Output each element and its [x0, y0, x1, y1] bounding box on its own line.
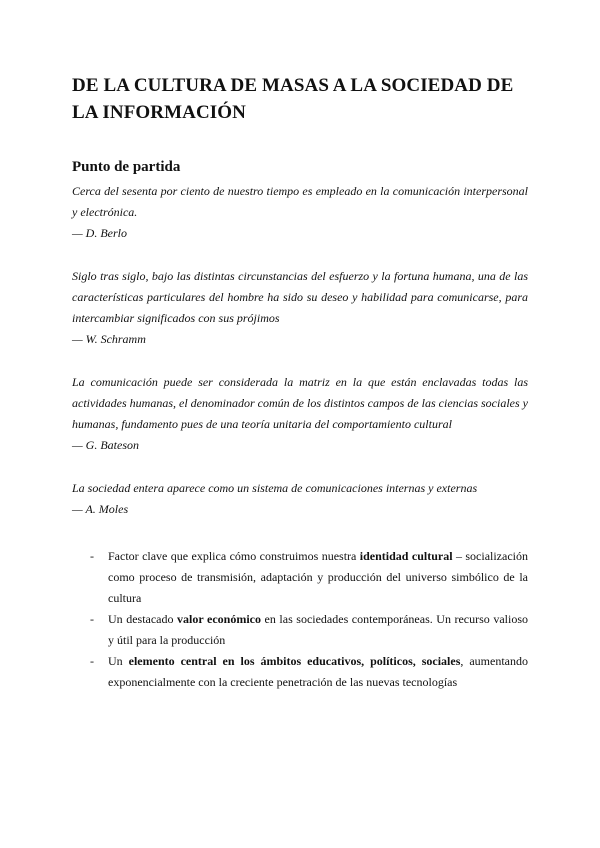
bullet-emphasis: elemento central en los ámbitos educativos, políticos, sociales — [128, 654, 461, 668]
quote-text: La comunicación puede ser considerada la matriz en la que están enclavadas todas las actividades humanas, el denominador común de los distintos campos de las ciencias sociales y humanas, fundamento pues de una teoría unitaria del comportamiento cultural — [72, 375, 528, 431]
bullet-marker: - — [90, 612, 94, 626]
bullet-text: , aumentando exponencialmente con la creciente penetración de las nuevas tecnologías — [108, 654, 528, 689]
quote-block — [72, 266, 528, 350]
quote-text: Siglo tras siglo, bajo las distintas circunstancias del esfuerzo y la fortuna humana, una de las características particulares del hombre ha sido su deseo y habilidad para comunicarse, para intercambiar significados con sus prójimos — [72, 269, 528, 325]
quote-block — [72, 181, 528, 244]
section-heading: Punto de partida — [72, 159, 181, 175]
bullet-item — [72, 609, 528, 651]
quote-block — [72, 372, 528, 456]
quote-author: — W. Schramm — [72, 332, 146, 346]
quote-block — [72, 478, 528, 520]
bullet-emphasis: valor económico — [177, 612, 262, 626]
quote-author: — A. Moles — [72, 502, 129, 516]
quote-text: Cerca del sesenta por ciento de nuestro tiempo es empleado en la comunicación interpersonal y electrónica. — [72, 184, 528, 219]
bullet-text: en las sociedades contemporáneas. Un recurso valioso y útil para la producción — [108, 612, 528, 647]
bullet-text: Un destacado — [108, 612, 178, 626]
bullet-list — [72, 546, 528, 693]
bullet-emphasis: identidad cultural — [359, 549, 453, 563]
bullet-marker: - — [90, 549, 94, 563]
bullet-text: – socialización como proceso de transmisión, adaptación y producción del universo simbólico de la cultura — [108, 549, 528, 605]
document-title: DE LA CULTURA DE MASAS A LA SOCIEDAD DE LA INFORMACIÓN — [72, 75, 514, 123]
bullet-item — [72, 546, 528, 609]
bullet-item — [72, 651, 528, 693]
quote-author: — G. Bateson — [72, 438, 139, 452]
bullet-text: Un — [108, 654, 129, 668]
bullet-text: Factor clave que explica cómo construimos nuestra — [108, 549, 360, 563]
quote-author: — D. Berlo — [72, 226, 127, 240]
bullet-marker: - — [90, 654, 94, 668]
quote-text: La sociedad entera aparece como un sistema de comunicaciones internas y externas — [72, 481, 478, 495]
document-body — [72, 72, 528, 693]
